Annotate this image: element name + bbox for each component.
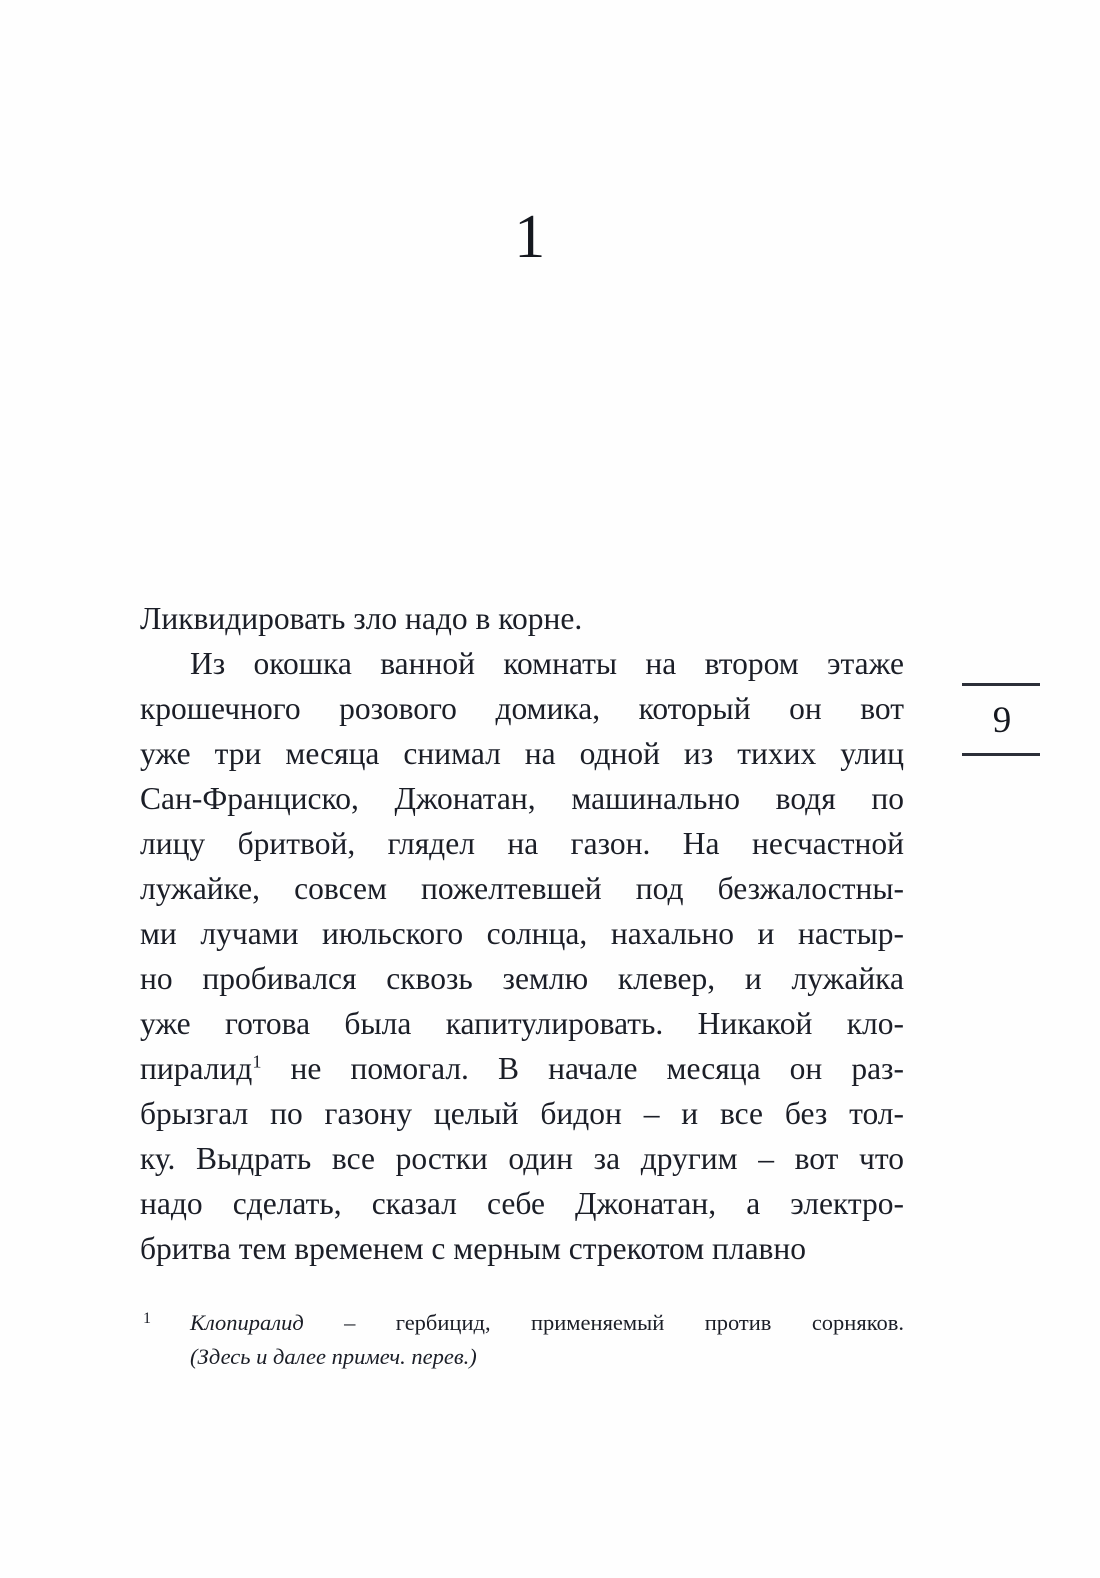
body-line-text: бритва тем временем с мерным стрекотом плавно: [140, 1231, 807, 1266]
body-line-text: но пробивался сквозь землю клевер, и лужайка: [140, 961, 904, 996]
body-line: [140, 1181, 904, 1226]
body-text-block: [140, 596, 904, 1271]
footnote-note: (Здесь и далее примеч. перев.): [190, 1344, 477, 1369]
footnote-marker: 1: [143, 1310, 151, 1327]
body-line: [140, 1091, 904, 1136]
body-line: [140, 686, 904, 731]
body-line-text: ми лучами июльского солнца, нахально и настыр-: [140, 916, 904, 951]
body-line: [140, 956, 904, 1001]
body-line-text: пиралид: [140, 1051, 253, 1086]
body-line-text: лицу бритвой, глядел на газон. На несчастной: [140, 826, 904, 861]
footnote-reference[interactable]: 1: [252, 1051, 262, 1072]
body-line: [140, 641, 904, 686]
folio-rule-bottom: [962, 753, 1040, 756]
body-line-text: крошечного розового домика, который он вот: [140, 691, 904, 726]
chapter-number: 1: [514, 203, 546, 271]
folio-number: 9: [992, 700, 1012, 741]
body-line-text: Сан-Франциско, Джонатан, машинально водя по: [140, 781, 904, 816]
body-line-text: уже три месяца снимал на одной из тихих улиц: [140, 736, 904, 771]
body-line-text: Ликвидировать зло надо в корне.: [140, 601, 583, 636]
body-line: [140, 1136, 904, 1181]
body-line-text: Из окошка ванной комнаты на втором этаже: [190, 646, 904, 681]
body-line-text: надо сделать, сказал себе Джонатан, а электро-: [140, 1186, 904, 1221]
body-line: [140, 821, 904, 866]
footnote-body: [190, 1306, 904, 1374]
body-line-text: ку. Выдрать все ростки один за другим – вот что: [140, 1141, 904, 1176]
body-line-text: уже готова была капитулировать. Никакой кло-: [140, 1006, 904, 1041]
body-line-text: брызгал по газону целый бидон – и все без тол-: [140, 1096, 904, 1131]
body-line-text-continued: не помогал. В начале месяца он раз-: [261, 1051, 904, 1086]
body-line: [140, 776, 904, 821]
body-line: [140, 911, 904, 956]
body-line-text: лужайке, совсем пожелтевшей под безжалостны-: [140, 871, 904, 906]
body-line: [140, 1001, 904, 1046]
page-folio: [962, 683, 1042, 756]
footnote: [140, 1306, 904, 1374]
footnote-line: [190, 1306, 904, 1340]
body-line: [140, 1226, 904, 1271]
footnote-term: Клопиралид: [190, 1310, 304, 1335]
footnote-definition: – гербицид, применяемый против сорняков.: [303, 1310, 904, 1335]
body-line-with-footnote-ref: [140, 1046, 904, 1091]
body-line: [140, 596, 904, 641]
body-line: [140, 866, 904, 911]
footnote-line: [190, 1340, 904, 1374]
body-line: [140, 731, 904, 776]
